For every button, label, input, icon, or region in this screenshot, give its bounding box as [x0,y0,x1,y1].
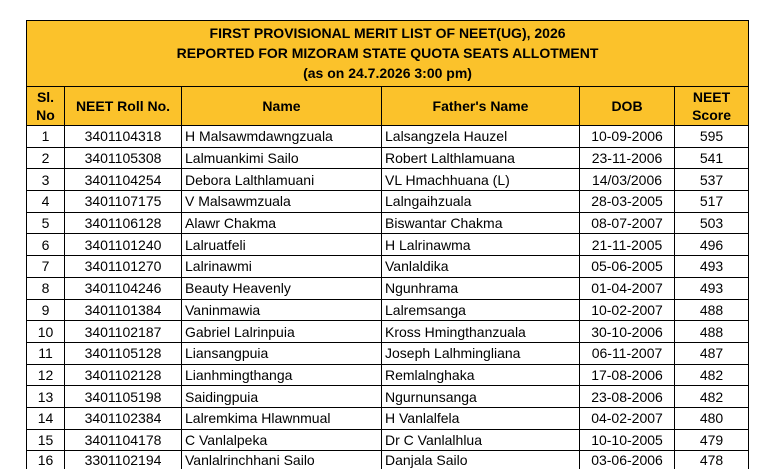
cell-roll-no: 3401102187 [65,321,182,343]
cell-roll-no: 3401105308 [65,147,182,169]
cell-sl-no: 2 [27,147,65,169]
cell-neet-score: 595 [675,126,749,148]
cell-name: Vanlalrinchhani Sailo [182,451,382,469]
cell-neet-score: 493 [675,256,749,278]
cell-roll-no: 3401101384 [65,299,182,321]
cell-father-name: Dr C Vanlalhlua [382,429,580,451]
table-row [27,126,749,148]
cell-sl-no: 1 [27,126,65,148]
table-row [27,256,749,278]
cell-sl-no: 8 [27,277,65,299]
cell-neet-score: 496 [675,234,749,256]
cell-name: C Vanlalpeka [182,429,382,451]
merit-list-body [27,126,749,469]
cell-father-name: Lalremsanga [382,299,580,321]
table-row [27,212,749,234]
column-header-sl-no: Sl. No [27,87,65,126]
cell-neet-score: 482 [675,364,749,386]
table-row [27,407,749,429]
table-row [27,364,749,386]
cell-neet-score: 482 [675,386,749,408]
cell-father-name: Danjala Sailo [382,451,580,469]
cell-roll-no: 3401101270 [65,256,182,278]
column-header-roll-no: NEET Roll No. [65,87,182,126]
cell-father-name: H Lalrinawma [382,234,580,256]
column-header-dob: DOB [580,87,675,126]
cell-sl-no: 12 [27,364,65,386]
cell-sl-no: 9 [27,299,65,321]
cell-dob: 23-11-2006 [580,147,675,169]
cell-neet-score: 480 [675,407,749,429]
cell-father-name: Joseph Lalhmingliana [382,342,580,364]
cell-name: Gabriel Lalrinpuia [182,321,382,343]
cell-father-name: Lalngaihzuala [382,191,580,213]
cell-roll-no: 3401104178 [65,429,182,451]
cell-name: Beauty Heavenly [182,277,382,299]
table-row [27,386,749,408]
cell-neet-score: 517 [675,191,749,213]
cell-neet-score: 541 [675,147,749,169]
cell-name: Lalrinawmi [182,256,382,278]
cell-neet-score: 478 [675,451,749,469]
cell-father-name: Lalsangzela Hauzel [382,126,580,148]
table-row [27,321,749,343]
cell-father-name: Biswantar Chakma [382,212,580,234]
column-header-father-name: Father's Name [382,87,580,126]
cell-sl-no: 11 [27,342,65,364]
cell-neet-score: 479 [675,429,749,451]
cell-dob: 21-11-2005 [580,234,675,256]
cell-sl-no: 7 [27,256,65,278]
title-cell [27,21,749,87]
cell-father-name: Ngunhrama [382,277,580,299]
cell-sl-no: 5 [27,212,65,234]
cell-roll-no: 3401101240 [65,234,182,256]
cell-dob: 01-04-2007 [580,277,675,299]
cell-sl-no: 6 [27,234,65,256]
title-line-2: REPORTED FOR MIZORAM STATE QUOTA SEATS ALLOTMENT [27,43,748,63]
cell-dob: 17-08-2006 [580,364,675,386]
cell-neet-score: 537 [675,169,749,191]
table-row [27,147,749,169]
cell-neet-score: 493 [675,277,749,299]
cell-roll-no: 3401105128 [65,342,182,364]
cell-father-name: H Vanlalfela [382,407,580,429]
merit-list-table [26,20,749,469]
title-line-1: FIRST PROVISIONAL MERIT LIST OF NEET(UG), 2026 [27,23,748,43]
cell-father-name: Remlalnghaka [382,364,580,386]
cell-roll-no: 3401106128 [65,212,182,234]
cell-dob: 14/03/2006 [580,169,675,191]
cell-name: H Malsawmdawngzuala [182,126,382,148]
cell-name: Saidingpuia [182,386,382,408]
table-row [27,191,749,213]
cell-dob: 10-09-2006 [580,126,675,148]
cell-name: Vaninmawia [182,299,382,321]
column-header-neet-score: NEET Score [675,87,749,126]
cell-dob: 03-06-2006 [580,451,675,469]
cell-sl-no: 10 [27,321,65,343]
cell-roll-no: 3401104246 [65,277,182,299]
cell-father-name: Ngurnunsanga [382,386,580,408]
table-row [27,234,749,256]
table-row [27,451,749,469]
cell-dob: 23-08-2006 [580,386,675,408]
cell-dob: 30-10-2006 [580,321,675,343]
cell-roll-no: 3401104254 [65,169,182,191]
cell-neet-score: 487 [675,342,749,364]
cell-name: Lianhmingthanga [182,364,382,386]
cell-neet-score: 503 [675,212,749,234]
cell-dob: 08-07-2007 [580,212,675,234]
title-line-3: (as on 24.7.2026 3:00 pm) [27,63,748,83]
table-row [27,342,749,364]
cell-roll-no: 3301102194 [65,451,182,469]
table-row [27,429,749,451]
cell-name: Lalruatfeli [182,234,382,256]
cell-name: Liansangpuia [182,342,382,364]
cell-father-name: Vanlaldika [382,256,580,278]
cell-name: V Malsawmzuala [182,191,382,213]
cell-dob: 10-10-2005 [580,429,675,451]
cell-father-name: VL Hmachhuana (L) [382,169,580,191]
merit-list-sheet [26,20,748,469]
cell-name: Lalremkima Hlawnmual [182,407,382,429]
cell-roll-no: 3401104318 [65,126,182,148]
cell-sl-no: 13 [27,386,65,408]
cell-roll-no: 3401107175 [65,191,182,213]
cell-sl-no: 4 [27,191,65,213]
cell-dob: 05-06-2005 [580,256,675,278]
cell-dob: 10-02-2007 [580,299,675,321]
column-headers [27,87,749,126]
cell-name: Lalmuankimi Sailo [182,147,382,169]
cell-dob: 06-11-2007 [580,342,675,364]
title-banner [27,21,749,87]
cell-dob: 04-02-2007 [580,407,675,429]
cell-sl-no: 16 [27,451,65,469]
cell-sl-no: 15 [27,429,65,451]
cell-roll-no: 3401102128 [65,364,182,386]
cell-sl-no: 14 [27,407,65,429]
cell-sl-no: 3 [27,169,65,191]
table-row [27,299,749,321]
cell-roll-no: 3401105198 [65,386,182,408]
cell-name: Alawr Chakma [182,212,382,234]
cell-neet-score: 488 [675,299,749,321]
cell-dob: 28-03-2005 [580,191,675,213]
cell-name: Debora Lalthlamuani [182,169,382,191]
cell-roll-no: 3401102384 [65,407,182,429]
cell-father-name: Robert Lalthlamuana [382,147,580,169]
cell-neet-score: 488 [675,321,749,343]
cell-father-name: Kross Hmingthanzuala [382,321,580,343]
table-row [27,169,749,191]
column-header-name: Name [182,87,382,126]
table-row [27,277,749,299]
